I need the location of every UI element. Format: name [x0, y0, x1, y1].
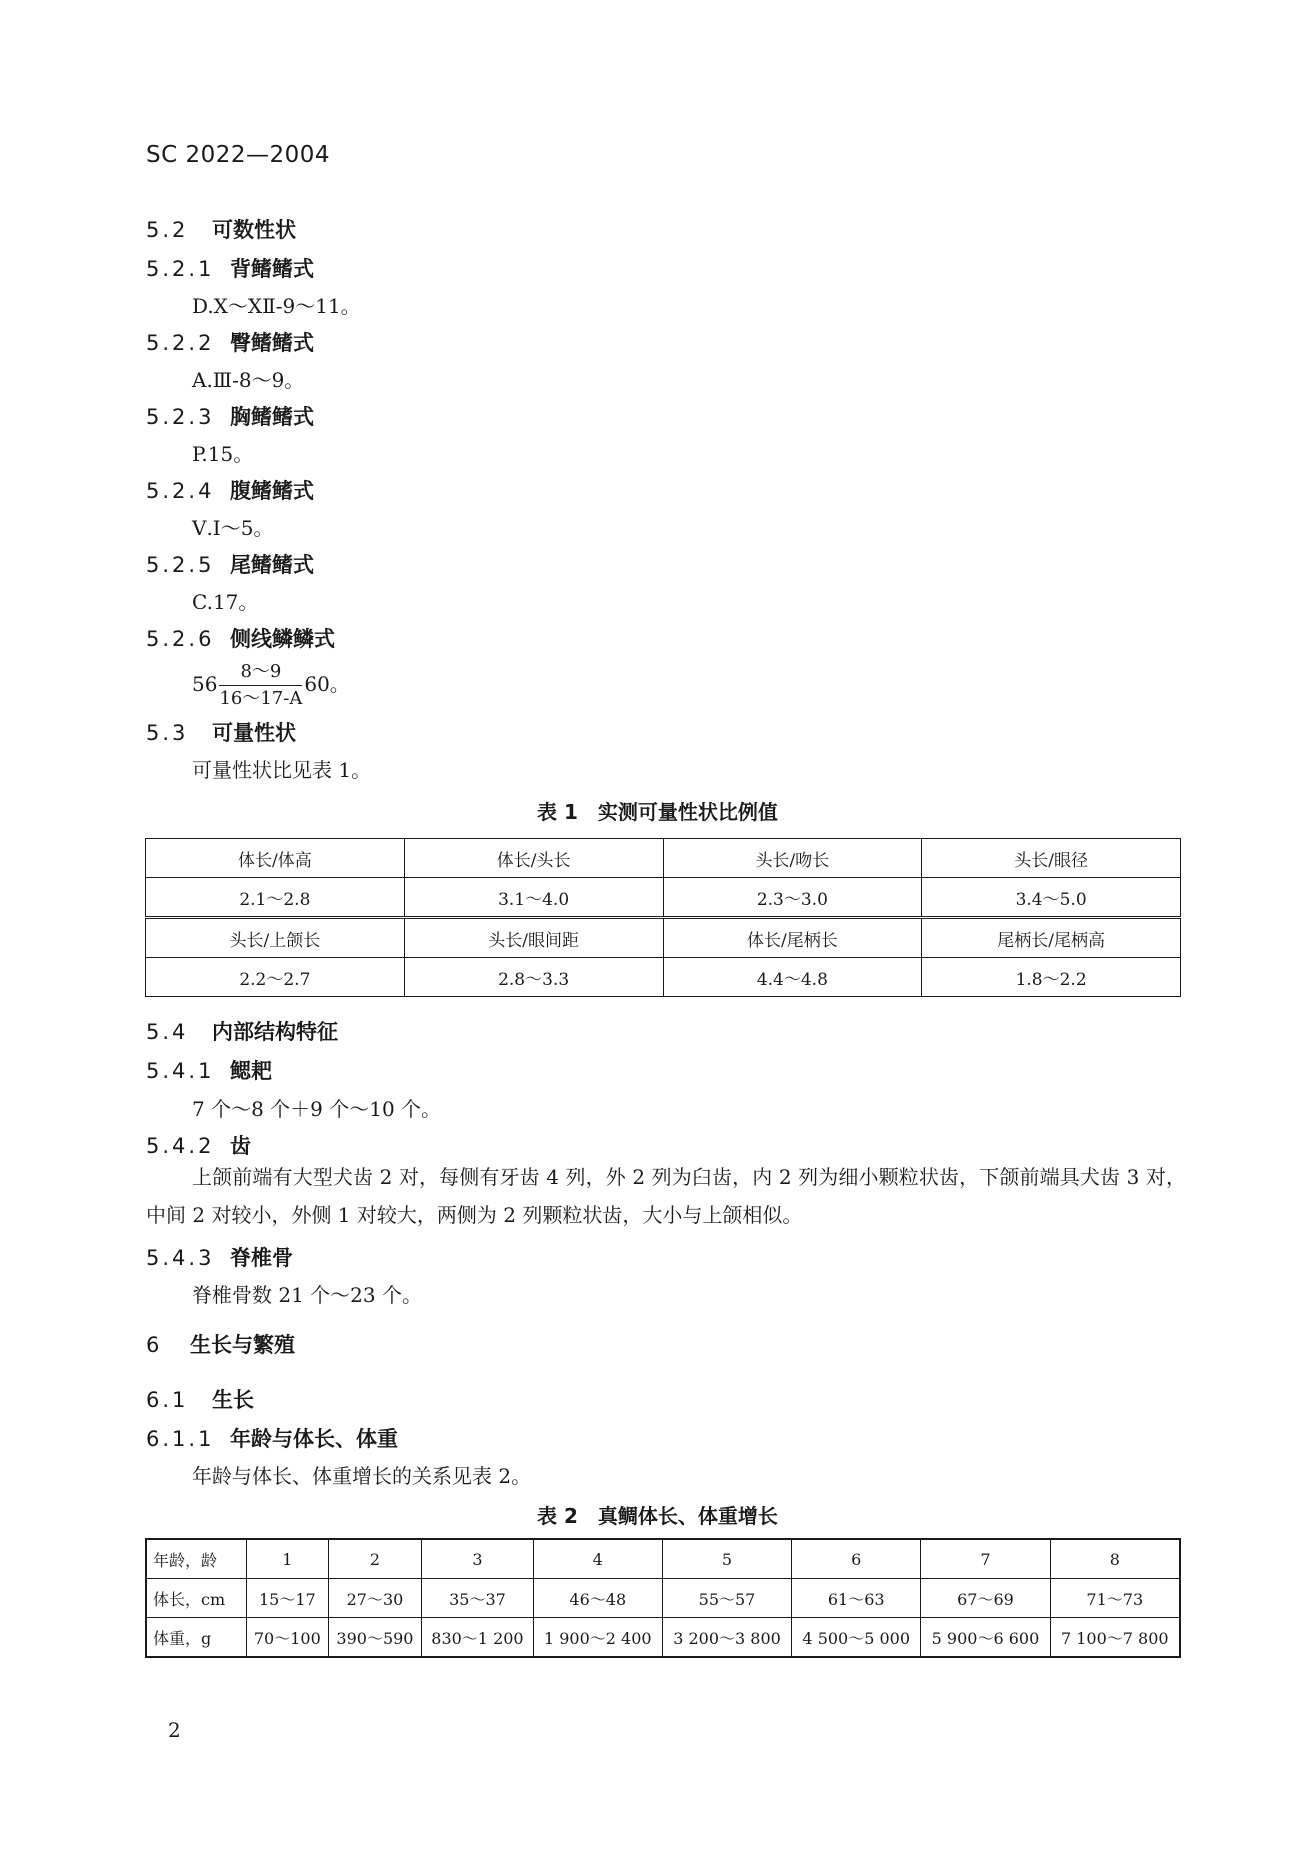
fraction-numerator: 8～9 [219, 659, 302, 686]
pelvic-fin-formula: Ⅴ.Ⅰ～5。 [192, 516, 274, 540]
table-cell: 7 100～7 800 [1050, 1618, 1180, 1658]
heading-5-2-2 [146, 327, 314, 357]
heading-5-3 [146, 717, 296, 747]
heading-5-4 [146, 1016, 338, 1046]
table-cell: 6 [792, 1539, 921, 1579]
table-row-header: 年龄，龄 [146, 1539, 247, 1579]
table-row [146, 958, 1181, 997]
table-cell: 体长/尾柄长 [663, 918, 922, 958]
table-cell: 70～100 [247, 1618, 329, 1658]
section-number: 5.4.1 [146, 1059, 215, 1083]
section-title: 年龄与体长、体重 [230, 1427, 398, 1451]
scale-fraction [219, 659, 302, 712]
fraction-denominator: 16～17-A [219, 688, 303, 709]
heading-5-4-1 [146, 1055, 272, 1085]
section-title: 臀鳍鳍式 [230, 331, 314, 355]
section-title: 齿 [230, 1134, 251, 1158]
table-cell: 2.1～2.8 [146, 878, 405, 918]
table-cell: 67～69 [921, 1579, 1050, 1618]
section-title: 尾鳍鳍式 [230, 553, 314, 577]
table-cell: 头长/眼径 [922, 839, 1181, 878]
table-row-header: 体重，g [146, 1618, 247, 1658]
standard-number: SC 2022—2004 [146, 142, 331, 168]
section-title: 脊椎骨 [230, 1246, 293, 1270]
table-cell: 4.4～4.8 [663, 958, 922, 997]
heading-5-2-6 [146, 623, 335, 653]
section-number: 5.4.3 [146, 1246, 215, 1270]
table-cell: 8 [1050, 1539, 1180, 1579]
section-title: 鳃耙 [230, 1059, 272, 1083]
table-cell: 5 900～6 600 [921, 1618, 1050, 1658]
table-cell: 71～73 [1050, 1579, 1180, 1618]
section-number: 5.4.2 [146, 1134, 215, 1158]
table1-caption: 表 1 实测可量性状比例值 [537, 800, 778, 824]
section-title: 生长与繁殖 [190, 1333, 295, 1357]
table-cell: 4 500～5 000 [792, 1618, 921, 1658]
table-cell: 1.8～2.2 [922, 958, 1181, 997]
table-cell: 830～1 200 [422, 1618, 533, 1658]
table-cell: 体长/体高 [146, 839, 405, 878]
heading-5-2-3 [146, 401, 314, 431]
section-number: 5.2.4 [146, 479, 215, 503]
table-cell: 3 [422, 1539, 533, 1579]
teeth-paragraph: 上颌前端有大型犬齿 2 对，每侧有牙齿 4 列，外 2 列为臼齿，内 2 列为细小颗粒状齿，下颌前端具犬齿 3 对，中间 2 对较小，外侧 1 对较大，两侧为 2 列颗粒状齿，大小与上颌相似。 [146, 1165, 1186, 1227]
section-title: 胸鳍鳍式 [230, 405, 314, 429]
formula-prefix: 56 [192, 672, 218, 696]
section-title: 可量性状 [212, 721, 296, 745]
table-cell: 46～48 [533, 1579, 662, 1618]
table-cell: 头长/上颌长 [146, 918, 405, 958]
table-cell: 2.8～3.3 [404, 958, 663, 997]
section-number: 6.1.1 [146, 1427, 215, 1451]
table-cell: 4 [533, 1539, 662, 1579]
heading-6-1 [146, 1384, 254, 1414]
dorsal-fin-formula: D.Ⅹ～ⅩⅡ-9～11。 [192, 294, 361, 318]
table-cell: 尾柄长/尾柄高 [922, 918, 1181, 958]
table-cell: 7 [921, 1539, 1050, 1579]
table-cell: 2 [328, 1539, 422, 1579]
vertebrae-text: 脊椎骨数 21 个～23 个。 [192, 1283, 422, 1307]
section-title: 侧线鳞鳞式 [230, 627, 335, 651]
section-number: 5.2 [146, 218, 189, 242]
table1 [145, 838, 1181, 997]
table2-caption: 表 2 真鲷体长、体重增长 [537, 1504, 778, 1528]
table-cell: 27～30 [328, 1579, 422, 1618]
lateral-line-scale-formula [192, 659, 350, 712]
heading-5-2-4 [146, 475, 314, 505]
heading-5-2 [146, 214, 296, 244]
table-row [146, 1579, 1180, 1618]
table-cell: 3.4～5.0 [922, 878, 1181, 918]
section-number: 5.3 [146, 721, 189, 745]
anal-fin-formula: A.Ⅲ-8～9。 [192, 368, 305, 392]
table-cell: 2.3～3.0 [663, 878, 922, 918]
section-title: 背鳍鳍式 [230, 257, 314, 281]
section-title: 可数性状 [212, 218, 296, 242]
table-cell: 3.1～4.0 [404, 878, 663, 918]
table-cell: 15～17 [247, 1579, 329, 1618]
measurable-traits-text: 可量性状比见表 1。 [192, 758, 372, 782]
section-title: 生长 [212, 1388, 254, 1412]
section-number: 5.2.5 [146, 553, 215, 577]
section-number: 5.2.6 [146, 627, 215, 651]
table-cell: 头长/眼间距 [404, 918, 663, 958]
heading-5-4-3 [146, 1242, 293, 1272]
table-cell: 头长/吻长 [663, 839, 922, 878]
table-row [146, 878, 1181, 918]
table2 [145, 1538, 1181, 1658]
table-row [146, 918, 1181, 958]
section-number: 5.2.3 [146, 405, 215, 429]
section-title: 腹鳍鳍式 [230, 479, 314, 503]
table-cell: 61～63 [792, 1579, 921, 1618]
table-cell: 55～57 [662, 1579, 791, 1618]
section-number: 5.4 [146, 1020, 189, 1044]
heading-5-2-5 [146, 549, 314, 579]
page-number: 2 [168, 1718, 181, 1742]
table-cell: 体长/头长 [404, 839, 663, 878]
table-row [146, 1618, 1180, 1658]
caudal-fin-formula: C.17。 [192, 590, 259, 614]
table-row [146, 839, 1181, 878]
heading-5-2-1 [146, 253, 314, 283]
age-growth-text: 年龄与体长、体重增长的关系见表 2。 [192, 1464, 532, 1488]
table-cell: 35～37 [422, 1579, 533, 1618]
table-cell: 5 [662, 1539, 791, 1579]
section-number: 5.2.2 [146, 331, 215, 355]
section-number: 6 [146, 1333, 163, 1357]
heading-6-1-1 [146, 1423, 398, 1453]
section-title: 内部结构特征 [212, 1020, 338, 1044]
section-number: 5.2.1 [146, 257, 215, 281]
table-cell: 1 900～2 400 [533, 1618, 662, 1658]
heading-6 [146, 1329, 295, 1359]
table-cell: 1 [247, 1539, 329, 1579]
table-cell: 390～590 [328, 1618, 422, 1658]
pectoral-fin-formula: P.15。 [192, 442, 254, 466]
table-row-header: 体长，cm [146, 1579, 247, 1618]
formula-suffix: 60。 [304, 672, 350, 696]
table-cell: 2.2～2.7 [146, 958, 405, 997]
table-row [146, 1539, 1180, 1579]
gill-raker-text: 7 个～8 个＋9 个～10 个。 [192, 1097, 442, 1121]
table-cell: 3 200～3 800 [662, 1618, 791, 1658]
heading-5-4-2 [146, 1130, 251, 1160]
section-number: 6.1 [146, 1388, 189, 1412]
